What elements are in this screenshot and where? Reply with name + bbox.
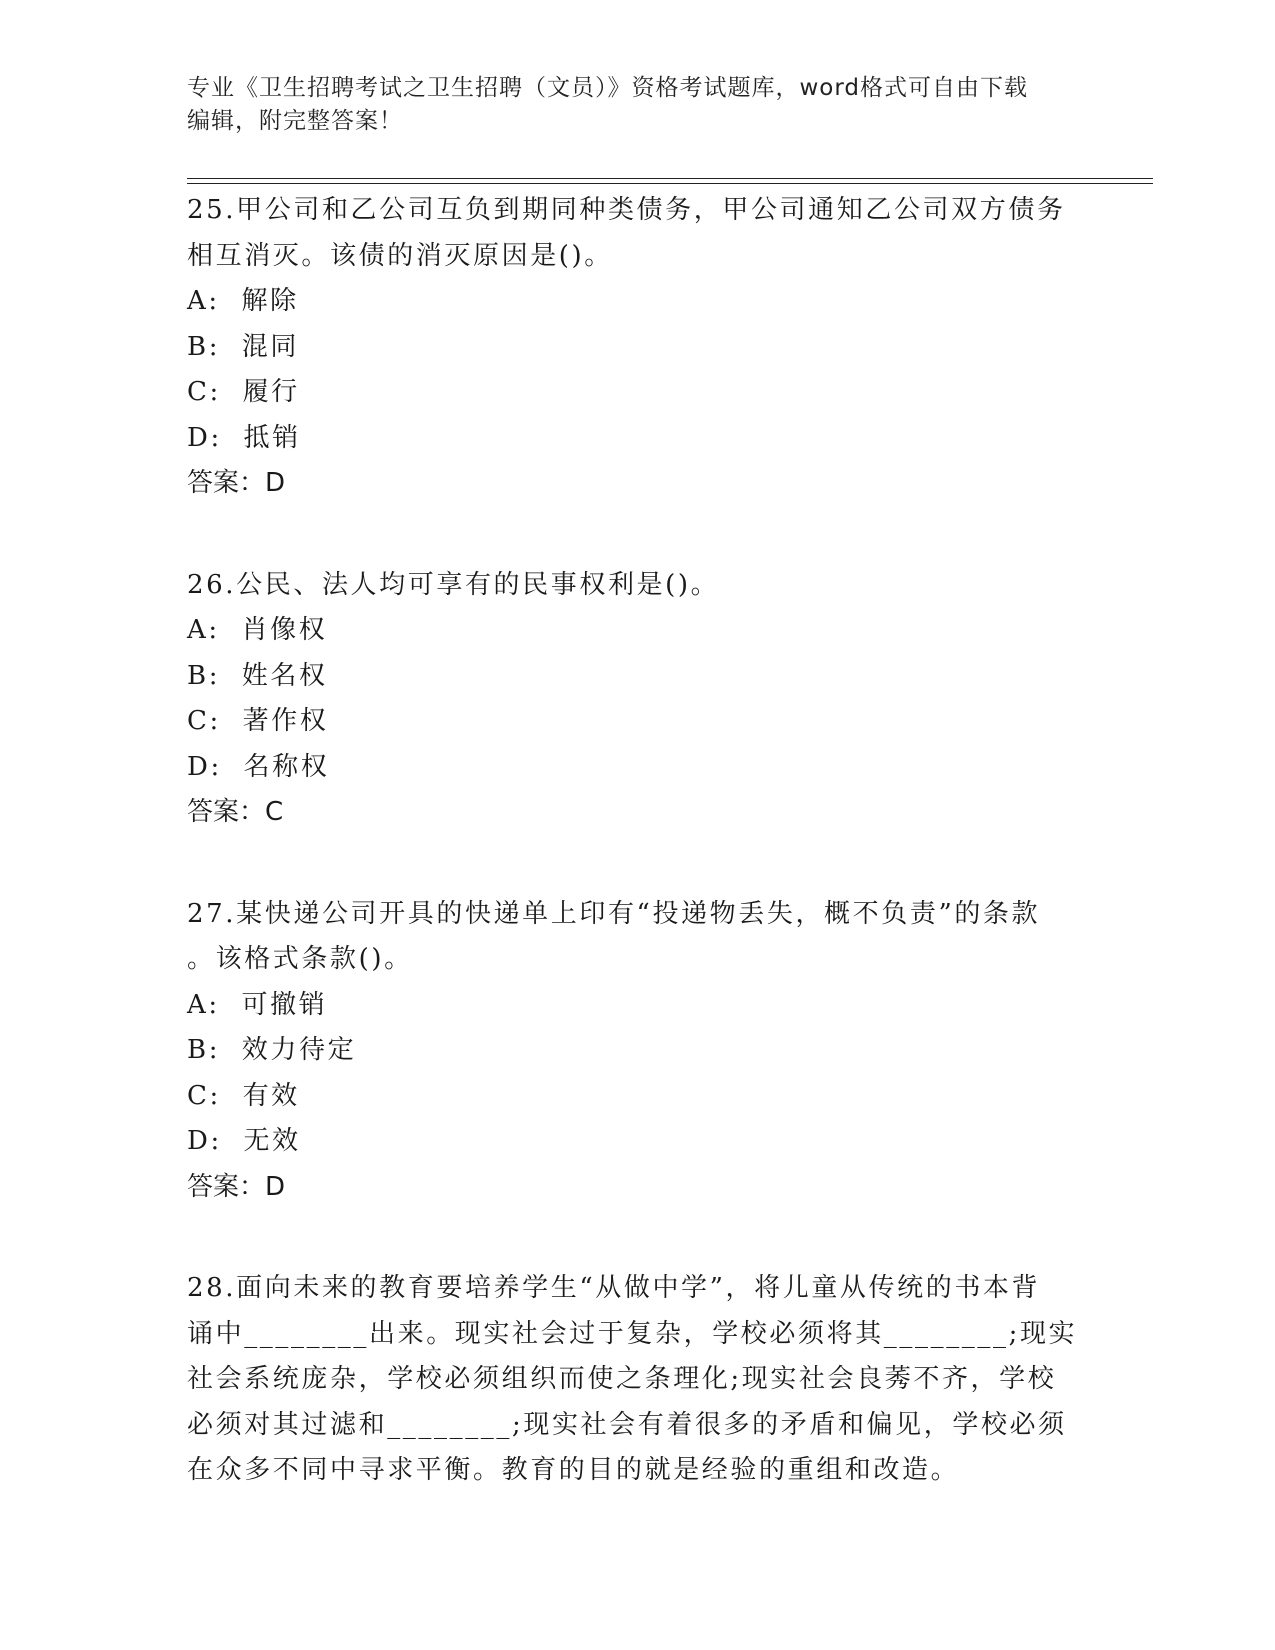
answer-label: 答案：D — [187, 1171, 286, 1202]
question-26 — [187, 563, 1087, 836]
question-28 — [187, 1266, 1087, 1494]
question-text: 社会系统庞杂，学校必须组织而使之条理化;现实社会良莠不齐，学校 — [187, 1364, 1057, 1394]
question-text: 26.公民、法人均可享有的民事权利是()。 — [187, 569, 720, 600]
header-divider-top — [187, 178, 1153, 179]
option-a: A: 肖像权 — [187, 615, 328, 645]
header-line-2: 编辑，附完整答案！ — [187, 108, 403, 134]
option-a: A: 解除 — [187, 286, 299, 316]
document-page — [187, 0, 1153, 1650]
question-text: 必须对其过滤和________;现实社会有着很多的矛盾和偏见，学校必须 — [187, 1409, 1067, 1440]
question-text: 27.某快递公司开具的快递单上印有“投递物丢失，概不负责”的条款 — [187, 898, 1041, 929]
header-divider-bottom — [187, 183, 1153, 184]
question-text: 。该格式条款()。 — [187, 944, 413, 974]
option-b: B: 混同 — [187, 331, 299, 362]
question-27 — [187, 892, 1087, 1211]
question-25 — [187, 188, 1087, 507]
header-line-1: 专业《卫生招聘考试之卫生招聘（文员）》资格考试题库，word格式可自由下载 — [187, 75, 1029, 101]
question-text: 相互消灭。该债的消灭原因是()。 — [187, 240, 613, 271]
option-d: D: 无效 — [187, 1126, 301, 1156]
option-c: C: 有效 — [187, 1080, 300, 1111]
answer-label: 答案：D — [187, 468, 286, 498]
question-text: 25.甲公司和乙公司互负到期同种类债务，甲公司通知乙公司双方债务 — [187, 195, 1066, 225]
option-c: C: 著作权 — [187, 706, 329, 736]
question-text: 28.面向未来的教育要培养学生“从做中学”，将儿童从传统的书本背 — [187, 1273, 1041, 1303]
option-d: D: 抵销 — [187, 422, 301, 453]
question-text: 在众多不同中寻求平衡。教育的目的就是经验的重组和改造。 — [187, 1455, 960, 1485]
option-b: B: 效力待定 — [187, 1035, 357, 1065]
question-list — [187, 188, 1087, 1550]
question-text: 诵中________出来。现实社会过于复杂，学校必须将其________;现实 — [187, 1318, 1078, 1349]
option-c: C: 履行 — [187, 377, 300, 407]
option-b: B: 姓名权 — [187, 660, 328, 691]
option-d: D: 名称权 — [187, 751, 330, 782]
option-a: A: 可撤销 — [187, 989, 328, 1020]
document-header — [187, 72, 1087, 138]
answer-label: 答案：C — [187, 797, 284, 827]
